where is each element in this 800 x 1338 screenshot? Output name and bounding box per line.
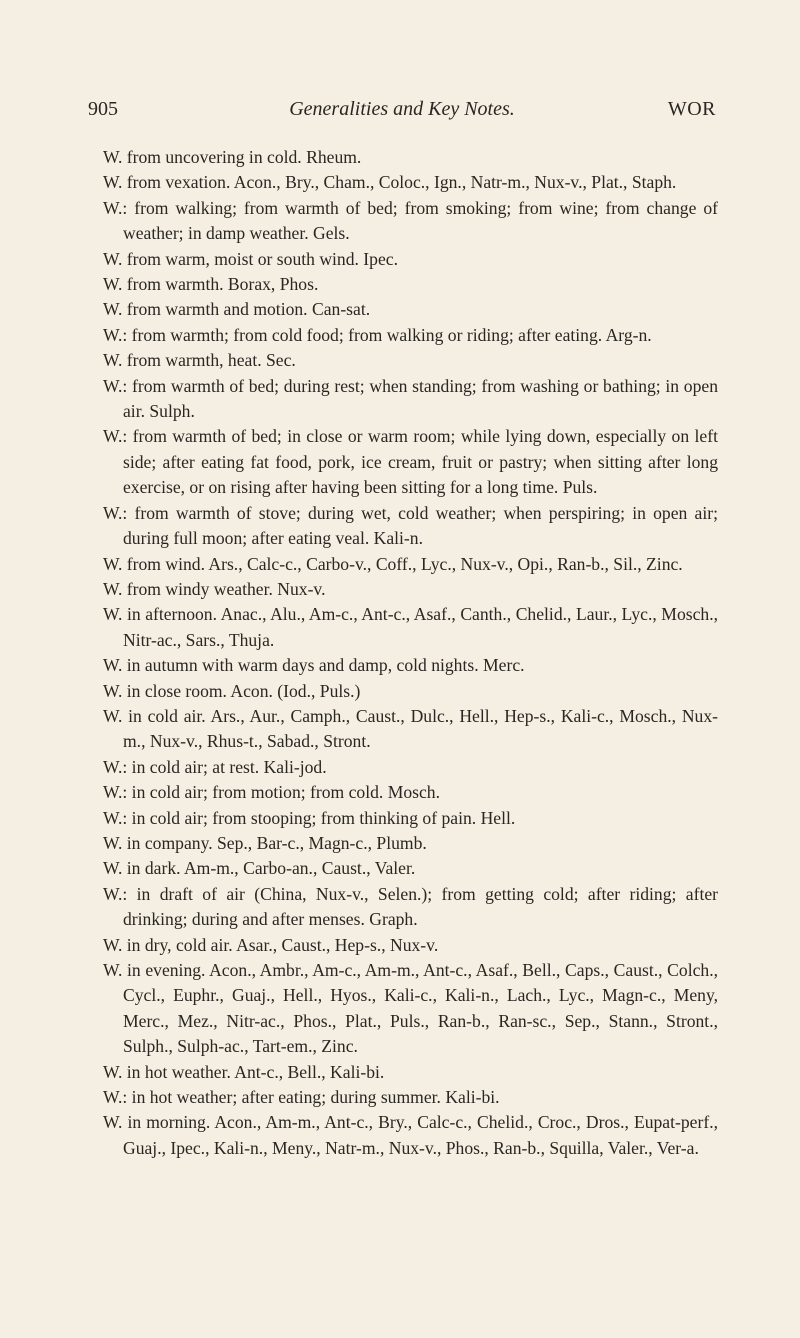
entry: W.: in cold air; from stooping; from thinking of pain. Hell. <box>103 807 516 828</box>
entry: W. from warm, moist or south wind. Ipec. <box>103 248 398 269</box>
entry: W.: from warmth of stove; during wet, cold weather; when perspiring; in open air; during full moon; after eating veal. Kali-n. <box>103 502 718 549</box>
section-key: WOR <box>667 98 716 120</box>
entry: W. in morning. Acon., Am-m., Ant-c., Bry., Calc-c., Chelid., Croc., Dros., Eupat-perf., Guaj., Ipec., Kali-n., Meny., Natr-m., Nux-v., Phos., Ran-b., Squilla, Valer., Ver-a. <box>103 1112 718 1158</box>
entry-list <box>103 145 718 1161</box>
running-header <box>88 98 716 124</box>
entry: W. from wind. Ars., Calc-c., Carbo-v., Coff., Lyc., Nux-v., Opi., Ran-b., Sil., Zinc. <box>103 553 683 574</box>
entry: W.: from warmth of bed; in close or warm room; while lying down, especially on left side; after eating fat food, pork, ice cream, fruit or pastry; when sitting after long exercise, or on rising after having been sitting for a long time. Puls. <box>103 426 718 498</box>
entry: W. in dry, cold air. Asar., Caust., Hep-s., Nux-v. <box>103 934 439 955</box>
entry: W.: in draft of air (China, Nux-v., Selen.); from getting cold; after riding; after drinking; during and after menses. Graph. <box>103 883 718 930</box>
entry: W.: in hot weather; after eating; during summer. Kali-bi. <box>103 1087 500 1108</box>
entry: W.: in cold air; from motion; from cold. Mosch. <box>103 782 441 803</box>
entry: W. from warmth, heat. Sec. <box>103 350 296 371</box>
entry: W. from windy weather. Nux-v. <box>103 578 326 599</box>
entry: W.: from warmth of bed; during rest; when standing; from washing or bathing; in open air. Sulph. <box>103 375 718 422</box>
entry: W. in evening. Acon., Ambr., Am-c., Am-m., Ant-c., Asaf., Bell., Caps., Caust., Colch., Cycl., Euphr., Guaj., Hell., Hyos., Kali-c., Kali-n., Lach., Lyc., Magn-c., Meny, Merc., Mez., Nitr-ac., Phos., Plat., Puls., Ran-b., Ran-sc., Sep., Stann., Stront., Sulph., Sulph-ac., Tart-em., Zinc. <box>103 960 718 1057</box>
entry: W. in hot weather. Ant-c., Bell., Kali-bi. <box>103 1061 385 1082</box>
entry: W. from vexation. Acon., Bry., Cham., Coloc., Ign., Natr-m., Nux-v., Plat., Staph. <box>103 172 677 193</box>
entry: W.: in cold air; at rest. Kali-jod. <box>103 756 327 777</box>
entry: W. from warmth. Borax, Phos. <box>103 274 319 295</box>
page-number: 905 <box>88 98 118 120</box>
entry: W. from uncovering in cold. Rheum. <box>103 147 362 167</box>
entry: W. from warmth and motion. Can-sat. <box>103 299 371 320</box>
entry: W. in company. Sep., Bar-c., Magn-c., Plumb. <box>103 832 427 853</box>
entry: W.: from walking; from warmth of bed; from smoking; from wine; from change of weather; in damp weather. Gels. <box>103 197 718 244</box>
entry: W. in afternoon. Anac., Alu., Am-c., Ant-c., Asaf., Canth., Chelid., Laur., Lyc., Mosch., Nitr-ac., Sars., Thuja. <box>103 604 718 650</box>
entry: W. in autumn with warm days and damp, cold nights. Merc. <box>103 655 525 676</box>
entry: W. in dark. Am-m., Carbo-an., Caust., Valer. <box>103 858 416 879</box>
running-title: Generalities and Key Notes. <box>289 98 515 120</box>
entry: W. in close room. Acon. (Iod., Puls.) <box>103 680 361 701</box>
entry: W. in cold air. Ars., Aur., Camph., Caust., Dulc., Hell., Hep-s., Kali-c., Mosch., Nux-m., Nux-v., Rhus-t., Sabad., Stront. <box>103 705 718 752</box>
entry: W.: from warmth; from cold food; from walking or riding; after eating. Arg-n. <box>103 324 652 345</box>
